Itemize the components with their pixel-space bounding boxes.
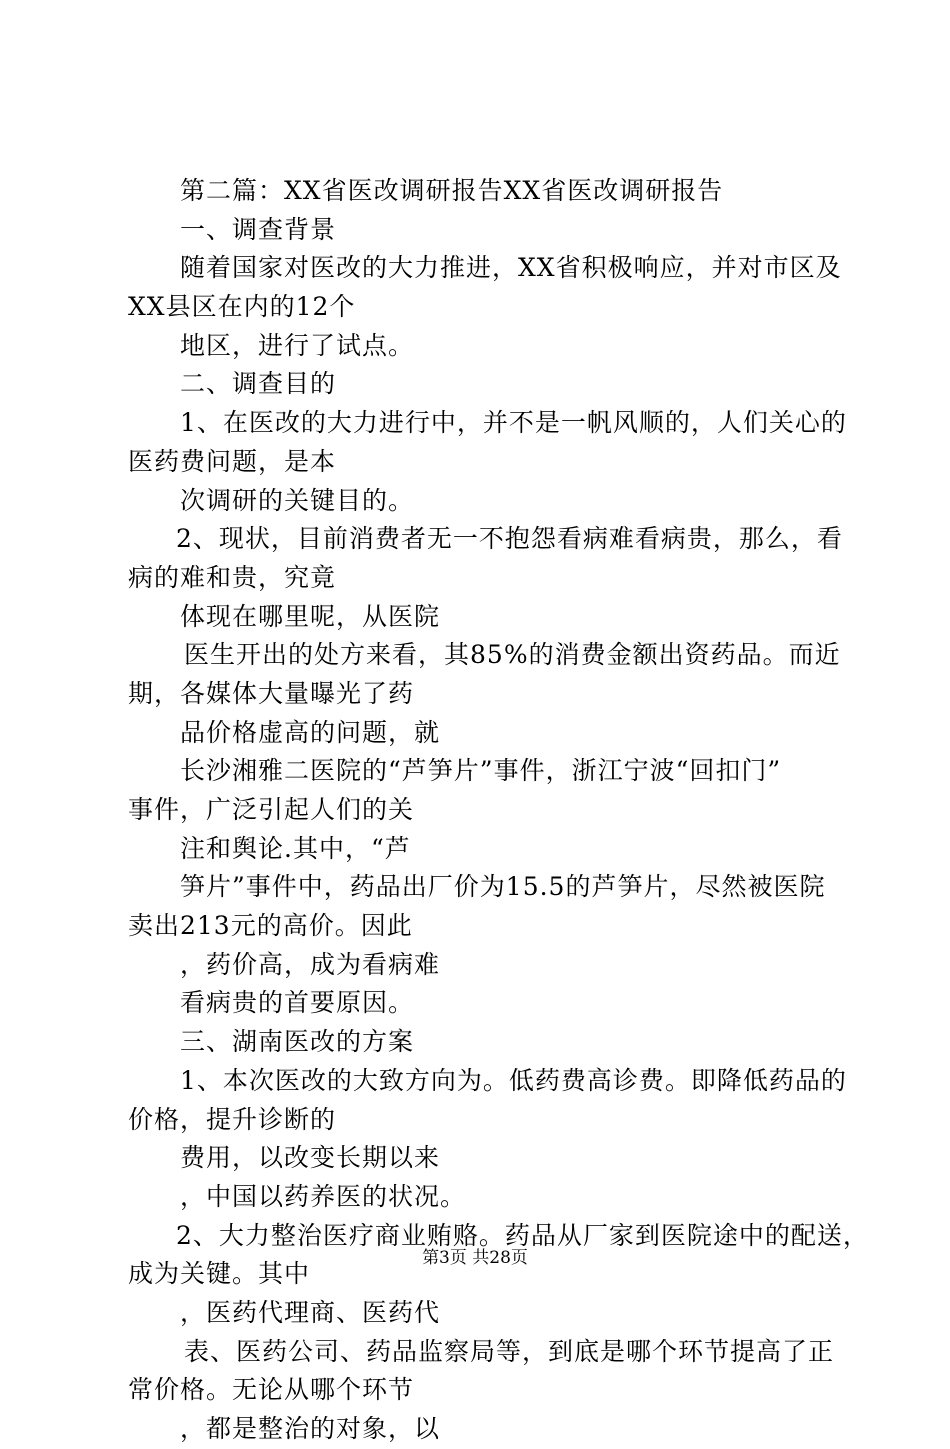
text-line: 长沙湘雅二医院的“芦笋片”事件，浙江宁波“回扣门” — [180, 756, 782, 786]
text-line: 次调研的关键目的。 — [180, 485, 415, 515]
text-line: 品价格虚高的问题，就 — [180, 717, 441, 747]
text-line: ，中国以药养医的状况。 — [180, 1181, 467, 1211]
text-line: 表、医药公司、药品监察局等，到底是哪个环节提高了正 — [184, 1336, 835, 1366]
text-line: 地区，进行了试点。 — [180, 330, 415, 360]
text-line: 随着国家对医改的大力推进，XX省积极响应，并对市区及 — [180, 253, 842, 283]
text-line: 第二篇：XX省医改调研报告XX省医改调研报告 — [180, 176, 724, 205]
text-line: 1、本次医改的大致方向为。低药费高诊费。即降低药品的 — [180, 1065, 847, 1095]
text-line: 笋片”事件中，药品出厂价为15.5的芦笋片，尽然被医院 — [180, 872, 826, 902]
page-footer: 第3页 共28页 — [422, 1248, 528, 1268]
text-line: 注和舆论.其中，“芦 — [180, 833, 411, 863]
text-line: XX县区在内的12个 — [128, 292, 356, 322]
text-line: ，都是整治的对象，以 — [180, 1414, 441, 1443]
text-line: 病的难和贵，究竟 — [128, 562, 337, 592]
text-line: 一、调查背景 — [180, 214, 337, 244]
text-line: 卖出213元的高价。因此 — [128, 911, 413, 941]
text-line: 成为关键。其中 — [128, 1259, 311, 1289]
text-line: 看病贵的首要原因。 — [180, 988, 415, 1018]
text-line: 2、大力整治医疗商业贿赂。药品从厂家到医院途中的配送， — [176, 1220, 869, 1250]
text-line: 价格，提升诊断的 — [128, 1104, 337, 1134]
text-line: 体现在哪里呢，从医院 — [180, 601, 441, 631]
text-line: ，医药代理商、医药代 — [180, 1297, 441, 1327]
text-line: 2、现状，目前消费者无一不抱怨看病难看病贵，那么，看 — [176, 524, 843, 554]
text-line: 1、在医改的大力进行中，并不是一帆风顺的，人们关心的 — [180, 408, 847, 438]
text-line: 医生开出的处方来看，其85%的消费金额出资药品。而近 — [184, 640, 841, 670]
text-line: 医药费问题，是本 — [128, 446, 337, 476]
text-line: ，药价高，成为看病难 — [180, 949, 441, 979]
text-line: 三、湖南医改的方案 — [180, 1027, 415, 1057]
text-line: 费用，以改变长期以来 — [180, 1143, 441, 1173]
text-line: 事件，广泛引起人们的关 — [128, 795, 415, 824]
text-line: 期，各媒体大量曝光了药 — [128, 678, 415, 708]
text-line: 常价格。无论从哪个环节 — [128, 1375, 415, 1405]
text-line: 二、调查目的 — [180, 369, 337, 399]
